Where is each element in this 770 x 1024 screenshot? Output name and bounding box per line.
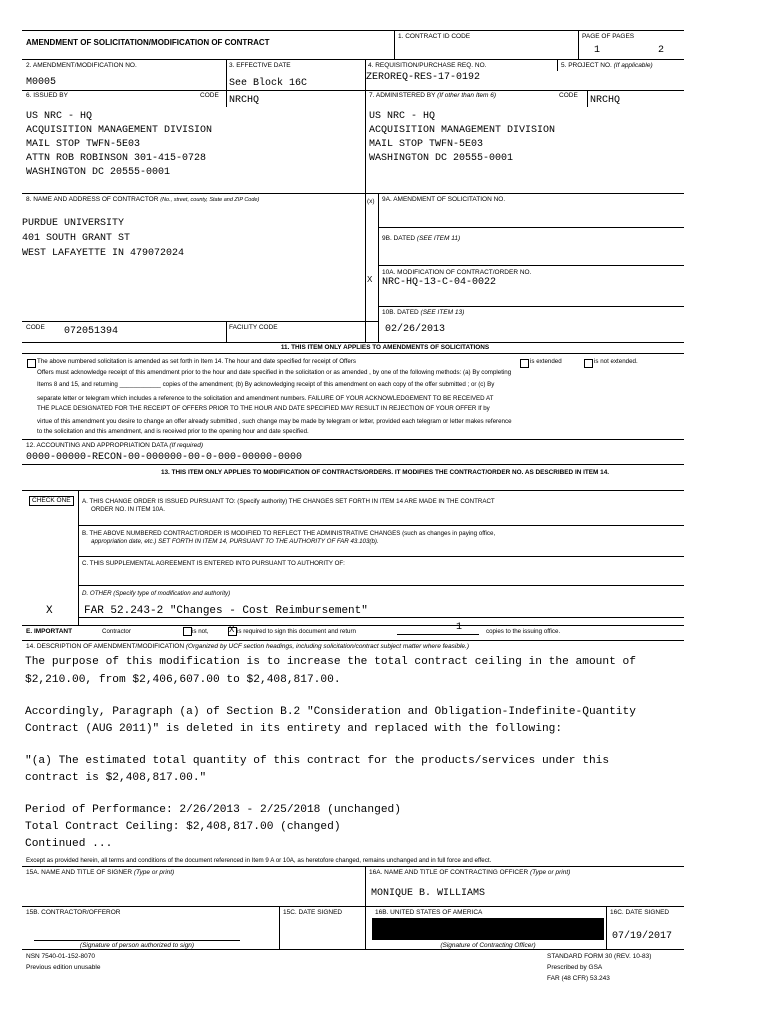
copies-blank-line: [397, 634, 479, 635]
item13-a-line2: ORDER NO. IN ITEM 10A.: [91, 506, 165, 513]
dated-10b-value: 02/26/2013: [385, 324, 446, 335]
issued-by-code-label: CODE: [200, 92, 219, 99]
rule: [226, 90, 227, 107]
rule: [22, 640, 684, 641]
rule: [365, 866, 366, 949]
rule: [22, 439, 684, 440]
requisition-no-label: 4. REQUISITION/PURCHASE REQ. NO.: [368, 62, 487, 69]
check-one-label: CHECK ONE: [29, 496, 74, 506]
rule: [378, 193, 379, 342]
rule: [226, 321, 227, 342]
effective-date-label: 3. EFFECTIVE DATE: [229, 62, 291, 69]
description-label: [26, 643, 469, 651]
nsn-number: NSN 7540-01-152-8070: [26, 953, 96, 960]
contractor-line: 401 SOUTH GRANT ST: [22, 233, 131, 244]
item11-line: THE PLACE DESIGNATED FOR THE RECEIPT OF OFFERS PRIOR TO THE HOUR AND DATE SPECIFIED MAY RESULT IN REJECTION OF YOUR OFFER If by: [37, 405, 490, 412]
redacted-signature: [372, 918, 604, 940]
contracting-officer-name: MONIQUE B. WILLIAMS: [371, 888, 486, 899]
contractor-line: WEST LAFAYETTE IN 479072024: [22, 248, 185, 259]
item11-line: virtue of this amendment you desire to change an offer already submitted , such change may be made by telegram or letter, provided each telegram or letter makes reference: [37, 418, 512, 425]
contractor-line: PURDUE UNIVERSITY: [22, 218, 125, 229]
not-extended-label: is not extended.: [594, 358, 638, 365]
description-label-text: 14. DESCRIPTION OF AMENDMENT/MODIFICATION: [26, 643, 185, 650]
rule: [22, 353, 684, 354]
effective-date-value: See Block 16C: [229, 78, 308, 89]
contractor-address-label-note: (No., street, county, State and ZIP Code): [160, 197, 260, 203]
description-line: The purpose of this modification is to increase the total contract ceiling in the amount of: [25, 656, 636, 668]
requisition-no-value: ZEROREQ-RES-17-0192: [366, 72, 481, 83]
dated-9b-label-text: 9B. DATED: [382, 235, 416, 242]
administered-by-line: ACQUISITION MANAGEMENT DIVISION: [369, 125, 556, 136]
administered-by-line: WASHINGTON DC 20555-0001: [369, 153, 514, 164]
is-not-label: is not,: [192, 628, 209, 635]
administered-by-code: NRCHQ: [590, 95, 621, 106]
item13-d-line: D. OTHER (Specify type of modification and authority): [82, 590, 231, 597]
item11-line: Offers must acknowledge receipt of this amendment prior to the hour and date specified in the solicitation or as amended , by one of the following methods: (a) By completing: [37, 369, 512, 376]
rule: [22, 90, 684, 91]
issued-by-line: ACQUISITION MANAGEMENT DIVISION: [26, 125, 213, 136]
dated-9b-label: [382, 235, 460, 243]
modification-order-value: NRC-HQ-13-C-04-0022: [382, 277, 497, 288]
contractor-date-label: 15C. DATE SIGNED: [283, 909, 343, 916]
item10a-mark: X: [367, 275, 373, 284]
contractor-offeror-label: 15B. CONTRACTOR/OFFEROR: [26, 909, 121, 916]
item11-line: separate letter or telegram which includes a reference to the solicitation and amendment numbers. FAILURE OF YOUR ACKNOWLEDGEMENT TO BE RECEIVED AT: [37, 395, 494, 402]
description-line: Total Contract Ceiling: $2,408,817.00 (changed): [25, 821, 341, 833]
item9a-mark: (x): [367, 198, 375, 205]
amendment-no-value: M0005: [26, 77, 57, 88]
issued-by-line: MAIL STOP TWFN-5E03: [26, 139, 141, 150]
signer-name-label: [26, 869, 174, 877]
contractor-address-label-text: 8. NAME AND ADDRESS OF CONTRACTOR: [26, 196, 159, 203]
contractor-signature-line: [34, 940, 240, 941]
description-line: contract is $2,408,817.00.": [25, 772, 207, 784]
contracting-officer-label-text: 16A. NAME AND TITLE OF CONTRACTING OFFICER: [369, 869, 529, 876]
prescribed-by: Prescribed by GSA: [547, 964, 603, 971]
rule: [394, 30, 395, 59]
rule: [365, 90, 366, 342]
description-line: Accordingly, Paragraph (a) of Section B.2 "Consideration and Obligation-Indefinite-Quantity: [25, 706, 636, 718]
issued-by-line: US NRC - HQ: [26, 111, 93, 122]
accounting-value: 0000-00000-RECON-00-000000-00-0-000-00000-0000: [26, 452, 303, 463]
modification-order-label: 10A. MODIFICATION OF CONTRACT/ORDER NO.: [382, 269, 532, 276]
rule: [226, 59, 227, 90]
important-label: E. IMPORTANT: [26, 628, 73, 635]
extended-label: is extended: [530, 358, 562, 365]
rule: [22, 30, 684, 31]
copies-tail: copies to the issuing office.: [486, 628, 561, 635]
rule: [578, 30, 579, 59]
contractor-label: Contractor: [102, 628, 131, 635]
project-no-label-note: (If applicable): [613, 62, 653, 69]
administered-by-label-note: (If other than Item 6): [437, 92, 497, 99]
dated-10b-label-text: 10B. DATED: [382, 309, 419, 316]
copies-value: 1: [456, 622, 463, 633]
rule: [22, 59, 684, 60]
rule: [22, 193, 684, 194]
usa-label: 16B. UNITED STATES OF AMERICA: [375, 909, 483, 916]
issued-by-line: WASHINGTON DC 20555-0001: [26, 167, 171, 178]
description-label-note: (Organized by UCF section headings, including solicitation/contract subject matter where feasible.): [185, 643, 470, 650]
rule: [606, 906, 607, 949]
is-not-checkbox[interactable]: [183, 627, 192, 636]
contracting-officer-label: [369, 869, 570, 877]
administered-by-label-text: 7. ADMINISTERED BY: [369, 92, 436, 99]
far-reference: FAR (48 CFR) 53.243: [547, 975, 610, 982]
administered-by-line: US NRC - HQ: [369, 111, 436, 122]
item11-line: to the solicitation and this amendment, and is received prior to the opening hour and date specified.: [37, 428, 309, 435]
facility-code-label: FACILITY CODE: [229, 324, 278, 331]
administered-by-code-label: CODE: [559, 92, 578, 99]
rule: [557, 59, 558, 71]
administered-by-line: MAIL STOP TWFN-5E03: [369, 139, 484, 150]
dated-9b-label-note: (SEE ITEM 11): [416, 235, 461, 242]
item13-b-line1: B. THE ABOVE NUMBERED CONTRACT/ORDER IS MODIFIED TO REFLECT THE ADMINISTRATIVE CHANGES (such as changes in paying office,: [82, 530, 496, 537]
rule: [22, 464, 684, 465]
form-title: AMENDMENT OF SOLICITATION/MODIFICATION OF CONTRACT: [26, 38, 270, 47]
amendment-solicitation-label: 9A. AMENDMENT OF SOLICITATION NO.: [382, 196, 506, 203]
amendment-no-label: 2. AMENDMENT/MODIFICATION NO.: [26, 62, 137, 69]
not-extended-checkbox[interactable]: [584, 359, 593, 368]
issued-by-code: NRCHQ: [229, 95, 260, 106]
item13-d-value: FAR 52.243-2 "Changes - Cost Reimbursement": [84, 605, 368, 617]
item13-title: 13. THIS ITEM ONLY APPLIES TO MODIFICATION OF CONTRACTS/ORDERS. IT MODIFIES THE CONTRACT/ORDER NO. AS DESCRIBED IN ITEM 14.: [160, 469, 610, 476]
rule: [22, 342, 684, 343]
rule: [22, 866, 684, 867]
description-line: Continued ...: [25, 838, 113, 850]
dated-10b-label: [382, 309, 464, 317]
is-required-label: is required to sign this document and return: [237, 628, 357, 635]
extended-checkbox[interactable]: [520, 359, 529, 368]
rule: [78, 525, 684, 526]
contractor-address-label: [26, 196, 259, 204]
contractor-code-label: CODE: [26, 324, 45, 331]
accounting-label-text: 12. ACCOUNTING AND APPROPRIATION DATA: [26, 442, 168, 449]
contracting-officer-label-note: (Type or print): [529, 869, 571, 876]
page-of-pages-label: PAGE OF PAGES: [582, 33, 635, 40]
co-date-label: 16C. DATE SIGNED: [610, 909, 670, 916]
item11-line: The above numbered solicitation is amended as set forth in Item 14. The hour and date specified for receipt of Offers: [37, 358, 356, 365]
contractor-code-value: 072051394: [64, 326, 119, 337]
description-line: $2,210.00, from $2,406,607.00 to $2,408,817.00.: [25, 674, 341, 686]
administered-by-label: [369, 92, 496, 100]
rule: [22, 321, 378, 322]
page-current: 1: [594, 45, 601, 56]
project-no-label-text: 5. PROJECT NO.: [561, 62, 612, 69]
description-line: "(a) The estimated total quantity of this contract for the products/services under this: [25, 755, 610, 767]
rule: [279, 906, 280, 949]
signer-name-label-note: (Type or print): [133, 869, 175, 876]
description-line: Contract (AUG 2011)" is deleted in its entirety and replaced with the following:: [25, 723, 563, 735]
issued-by-label: 6. ISSUED BY: [26, 92, 68, 99]
item13-a-line1: A. THIS CHANGE ORDER IS ISSUED PURSUANT TO: (Specify authority) THE CHANGES SET FORTH IN ITEM 14 ARE MADE IN THE CONTRACT: [82, 498, 495, 505]
rule: [22, 625, 684, 626]
except-provided-text: Except as provided herein, all terms and conditions of the document referenced in Item 9 A or 10A, as heretofore changed, remains unchanged and in full force and effect.: [26, 857, 492, 864]
co-date-value: 07/19/2017: [612, 931, 673, 942]
item13-d-mark: X: [46, 605, 53, 617]
rule: [378, 227, 684, 228]
dated-10b-label-note: (SEE ITEM 13): [420, 309, 465, 316]
standard-form: STANDARD FORM 30 (REV. 10-83): [547, 953, 652, 960]
item11-title: 11. THIS ITEM ONLY APPLIES TO AMENDMENTS OF SOLICITATIONS: [280, 344, 490, 351]
accounting-label: [26, 442, 203, 450]
accounting-label-note: (If required): [169, 442, 204, 449]
rule: [78, 556, 684, 557]
signer-name-label-text: 15A. NAME AND TITLE OF SIGNER: [26, 869, 133, 876]
rule: [78, 490, 79, 625]
is-required-mark: X: [229, 625, 235, 634]
rule: [22, 490, 684, 491]
rule: [378, 265, 684, 266]
co-signature-caption: (Signature of Contracting Officer): [440, 942, 536, 949]
page-total: 2: [658, 45, 665, 56]
rule: [587, 90, 588, 107]
description-line: Period of Performance: 2/26/2013 - 2/25/2018 (unchanged): [25, 804, 401, 816]
item13-b-line2: appropriation date, etc.) SET FORTH IN ITEM 14, PURSUANT TO THE AUTHORITY OF FAR 43.103(b).: [91, 538, 379, 545]
contract-id-code-label: 1. CONTRACT ID CODE: [398, 33, 471, 40]
rule: [378, 306, 684, 307]
project-no-label: [561, 62, 653, 70]
contractor-signature-caption: (Signature of person authorized to sign): [79, 942, 195, 949]
item11-line: Items 8 and 15, and returning ____________ copies of the amendment; (b) By acknowledging receipt of this amendment on each copy of the offer submitted ; or (c) By: [37, 381, 495, 388]
item13-c-line: C. THIS SUPPLEMENTAL AGREEMENT IS ENTERED INTO PURSUANT TO AUTHORITY OF:: [82, 560, 345, 567]
previous-edition: Previous edition unusable: [26, 964, 101, 971]
issued-by-line: ATTN ROB ROBINSON 301-415-0728: [26, 153, 207, 164]
rule: [22, 906, 684, 907]
rule: [78, 585, 684, 586]
item11-checkbox[interactable]: [27, 359, 36, 368]
